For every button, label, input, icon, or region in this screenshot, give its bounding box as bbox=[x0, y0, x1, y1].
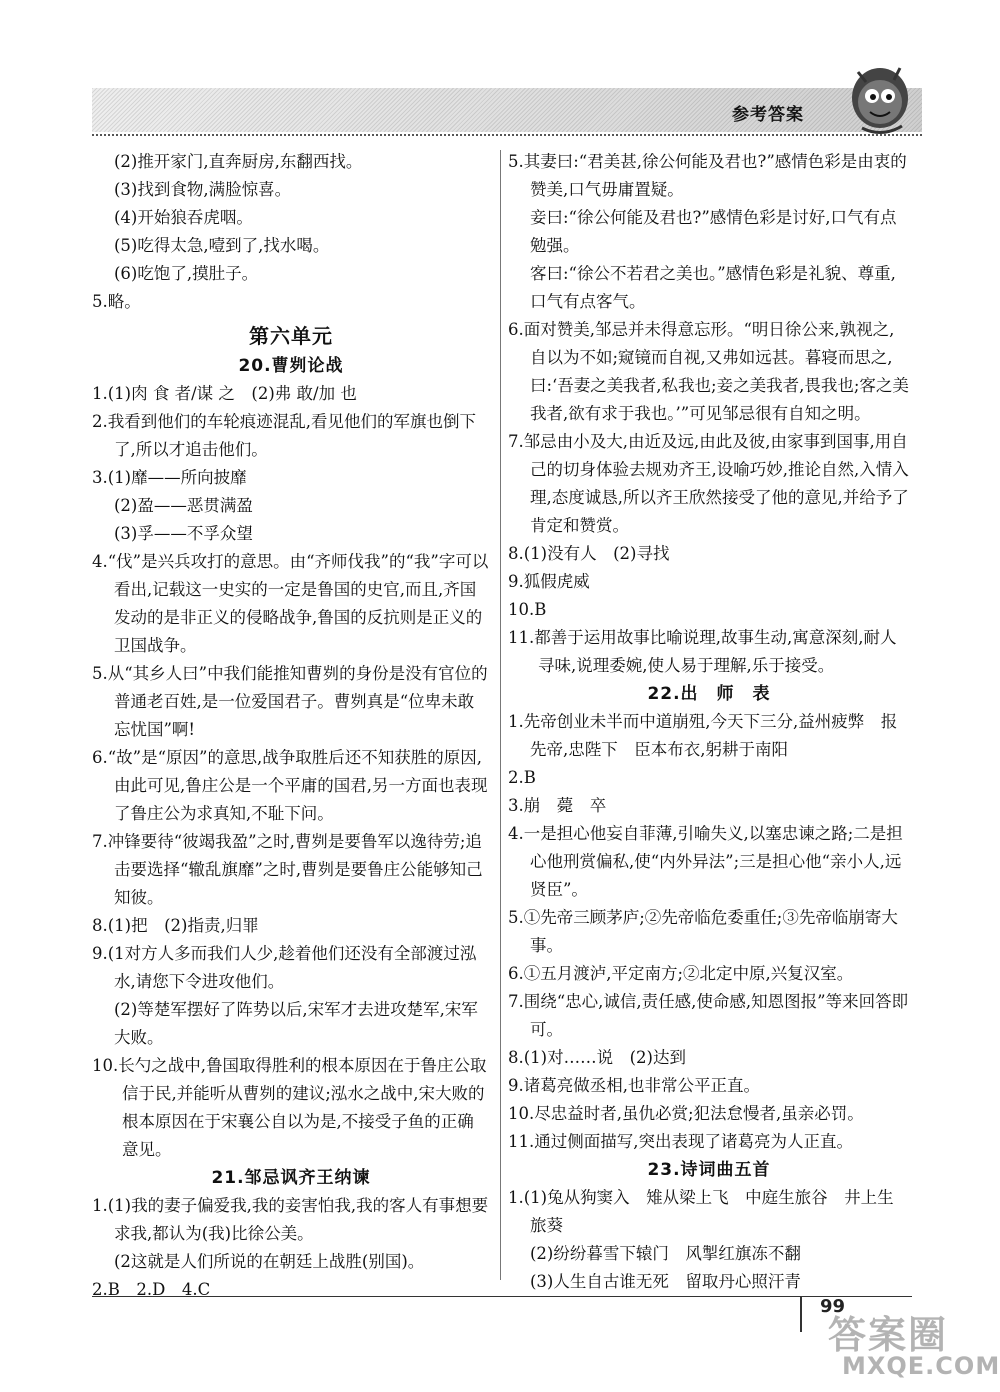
section-title-23: 23.诗词曲五首 bbox=[647, 1160, 771, 1180]
answer-20-3b: (2)盈——恶贯满盈 bbox=[114, 496, 253, 515]
answer-22-8: 8.(1)对……说 (2)达到 bbox=[508, 1048, 686, 1067]
watermark-logo bbox=[820, 1300, 1000, 1386]
answer-23-1b: (2)纷纷暮雪下辕门 风掣红旗冻不翻 bbox=[530, 1244, 801, 1263]
answer-20-3a: 3.(1)靡——所向披靡 bbox=[92, 468, 247, 487]
section-title-20: 20.曹刿论战 bbox=[238, 356, 344, 376]
answer-line: (3)找到食物,满脸惊喜。 bbox=[114, 180, 292, 199]
answer-21-1b: (2这就是人们所说的在朝廷上战胜(别国)。 bbox=[114, 1252, 425, 1271]
header-title: 参考答案 bbox=[732, 105, 804, 125]
answer-20-8: 8.(1)把 (2)指责,归罪 bbox=[92, 916, 259, 935]
answer-20-10: 10.长勺之战中,鲁国取得胜利的根本原因在于鲁庄公取信于民,并能听从曹刿的建议;泓水之战中,宋大败的根本原因在于宋襄公自以为是,不接受子鱼的正确意见。 bbox=[92, 1056, 487, 1159]
answer-line: (5)吃得太急,噎到了,找水喝。 bbox=[114, 236, 330, 255]
column-divider bbox=[500, 150, 501, 1280]
footer-tick bbox=[800, 1296, 802, 1332]
section-title-21: 21.邹忌讽齐王纳谏 bbox=[211, 1168, 371, 1188]
right-column bbox=[508, 148, 910, 1296]
answer-21-10: 10.B bbox=[508, 600, 547, 619]
answer-22-6: 6.①五月渡泸,平定南方;②北定中原,兴复汉室。 bbox=[508, 964, 854, 983]
footer-rule bbox=[92, 1296, 912, 1297]
answer-line: (2)推开家门,直奔厨房,东翻西找。 bbox=[114, 152, 363, 171]
answer-23-1c: (3)人生自古谁无死 留取丹心照汗青 bbox=[530, 1272, 801, 1291]
answer-21-7: 7.邹忌由小及大,由近及远,由此及彼,由家事到国事,用自己的切身体验去规劝齐王,设喻巧妙,推论自然,入情入理,态度诚恳,所以齐王欣然接受了他的意见,并给予了肯定和赞赏。 bbox=[508, 432, 909, 535]
answer-line: (4)开始狼吞虎咽。 bbox=[114, 208, 253, 227]
watermark-url: MXQE.COM bbox=[842, 1352, 1000, 1380]
answer-line: (6)吃饱了,摸肚子。 bbox=[114, 264, 259, 283]
answer-21-2: 2.B 2.D 4.C bbox=[92, 1280, 211, 1299]
answer-22-7: 7.围绕“忠心,诚信,责任感,使命感,知恩图报”等来回答即可。 bbox=[508, 992, 909, 1039]
answer-22-10: 10.尽忠益时者,虽仇必赏;犯法怠慢者,虽亲必罚。 bbox=[508, 1104, 864, 1123]
answer-20-6: 6.“故”是“原因”的意思,战争取胜后还不知获胜的原因,由此可见,鲁庄公是一个平庸的国君,另一方面也表现了鲁庄公为求真知,不耻下问。 bbox=[92, 748, 488, 823]
watermark-text: 答案圈 bbox=[828, 1313, 949, 1357]
answer-20-3c: (3)孚——不孚众望 bbox=[114, 524, 253, 543]
answer-21-5b: 妾曰:“徐公何能及君也?”感情色彩是讨好,口气有点勉强。 bbox=[530, 208, 897, 255]
answer-20-7: 7.冲锋要待“彼竭我盈”之时,曹刿是要鲁军以逸待劳;追击要选择“辙乱旗靡”之时,曹刿是要鲁庄公能够知己知彼。 bbox=[92, 832, 483, 907]
unit-title: 第六单元 bbox=[249, 324, 333, 348]
answer-22-5: 5.①先帝三顾茅庐;②先帝临危委重任;③先帝临崩寄大事。 bbox=[508, 908, 898, 955]
answer-20-2: 2.我看到他们的车轮痕迹混乱,看见他们的军旗也倒下了,所以才追击他们。 bbox=[92, 412, 476, 459]
answer-21-5c: 客曰:“徐公不若君之美也。”感情色彩是礼貌、尊重,口气有点客气。 bbox=[530, 264, 896, 311]
answer-22-11: 11.通过侧面描写,突出表现了诸葛亮为人正直。 bbox=[508, 1132, 853, 1151]
answer-20-9a: 9.(1对方人多而我们人少,趁着他们还没有全部渡过泓水,请您下令进攻他们。 bbox=[92, 944, 477, 991]
answer-22-1: 1.先帝创业未半而中道崩殂,今天下三分,益州疲弊 报先帝,忠陛下 臣本布衣,躬耕于南阳 bbox=[508, 712, 898, 759]
answer-21-9: 9.狐假虎威 bbox=[508, 572, 590, 591]
answer-22-3: 3.崩 薨 卒 bbox=[508, 796, 607, 815]
answer-20-4: 4.“伐”是兴兵攻打的意思。由“齐师伐我”的“我”字可以看出,记载这一史实的一定是鲁国的史官,而且,齐国发动的是非正义的侵略战争,鲁国的反抗则是正义的卫国战争。 bbox=[92, 552, 489, 655]
answer-21-1a: 1.(1)我的妻子偏爱我,我的妾害怕我,我的客人有事想要求我,都认为(我)比徐公美。 bbox=[92, 1196, 489, 1243]
answer-21-11: 11.都善于运用故事比喻说理,故事生动,寓意深刻,耐人寻味,说理委婉,使人易于理解,乐于接受。 bbox=[508, 628, 897, 675]
answer-22-9: 9.诸葛亮做丞相,也非常公平正直。 bbox=[508, 1076, 760, 1095]
answer-22-2: 2.B bbox=[508, 768, 536, 787]
answer-22-4: 4.一是担心他妄自菲薄,引喻失义,以塞忠谏之路;二是担心他刑赏偏私,使“内外异法”;三是担心他“亲小人,远贤臣”。 bbox=[508, 824, 903, 899]
page-number: 99 bbox=[820, 1296, 846, 1317]
answer-21-6: 6.面对赞美,邹忌并未得意忘形。“明日徐公来,孰视之,自以为不如;窥镜而自视,又弗如远甚。暮寝而思之,曰:‘吾妻之美我者,私我也;妾之美我者,畏我也;客之美我者,欲有求于我也。’”可见邹忌很有自知之明。 bbox=[508, 320, 909, 423]
answer-20-1: 1.(1)肉 食 者/谋 之 (2)弗 敢/加 也 bbox=[92, 384, 357, 403]
section-title-22: 22.出 师 表 bbox=[647, 684, 771, 704]
answer-20-9b: (2)等楚军摆好了阵势以后,宋军才去进攻楚军,宋军大败。 bbox=[114, 1000, 478, 1047]
mascot-icon bbox=[842, 58, 914, 140]
answer-5: 5.略。 bbox=[92, 292, 141, 311]
answer-21-8: 8.(1)没有人 (2)寻找 bbox=[508, 544, 670, 563]
answer-21-5a: 5.其妻曰:“君美甚,徐公何能及君也?”感情色彩是由衷的赞美,口气毋庸置疑。 bbox=[508, 152, 907, 199]
answer-23-1a: 1.(1)兔从狗窦入 雉从梁上飞 中庭生旅谷 井上生旅葵 bbox=[508, 1188, 894, 1235]
header-rule bbox=[92, 134, 922, 136]
answer-20-5: 5.从“其乡人曰”中我们能推知曹刿的身份是没有官位的普通老百姓,是一位爱国君子。曹刿真是“位卑未敢忘忧国”啊! bbox=[92, 664, 488, 739]
left-column bbox=[92, 148, 490, 1304]
header-band bbox=[92, 88, 922, 132]
